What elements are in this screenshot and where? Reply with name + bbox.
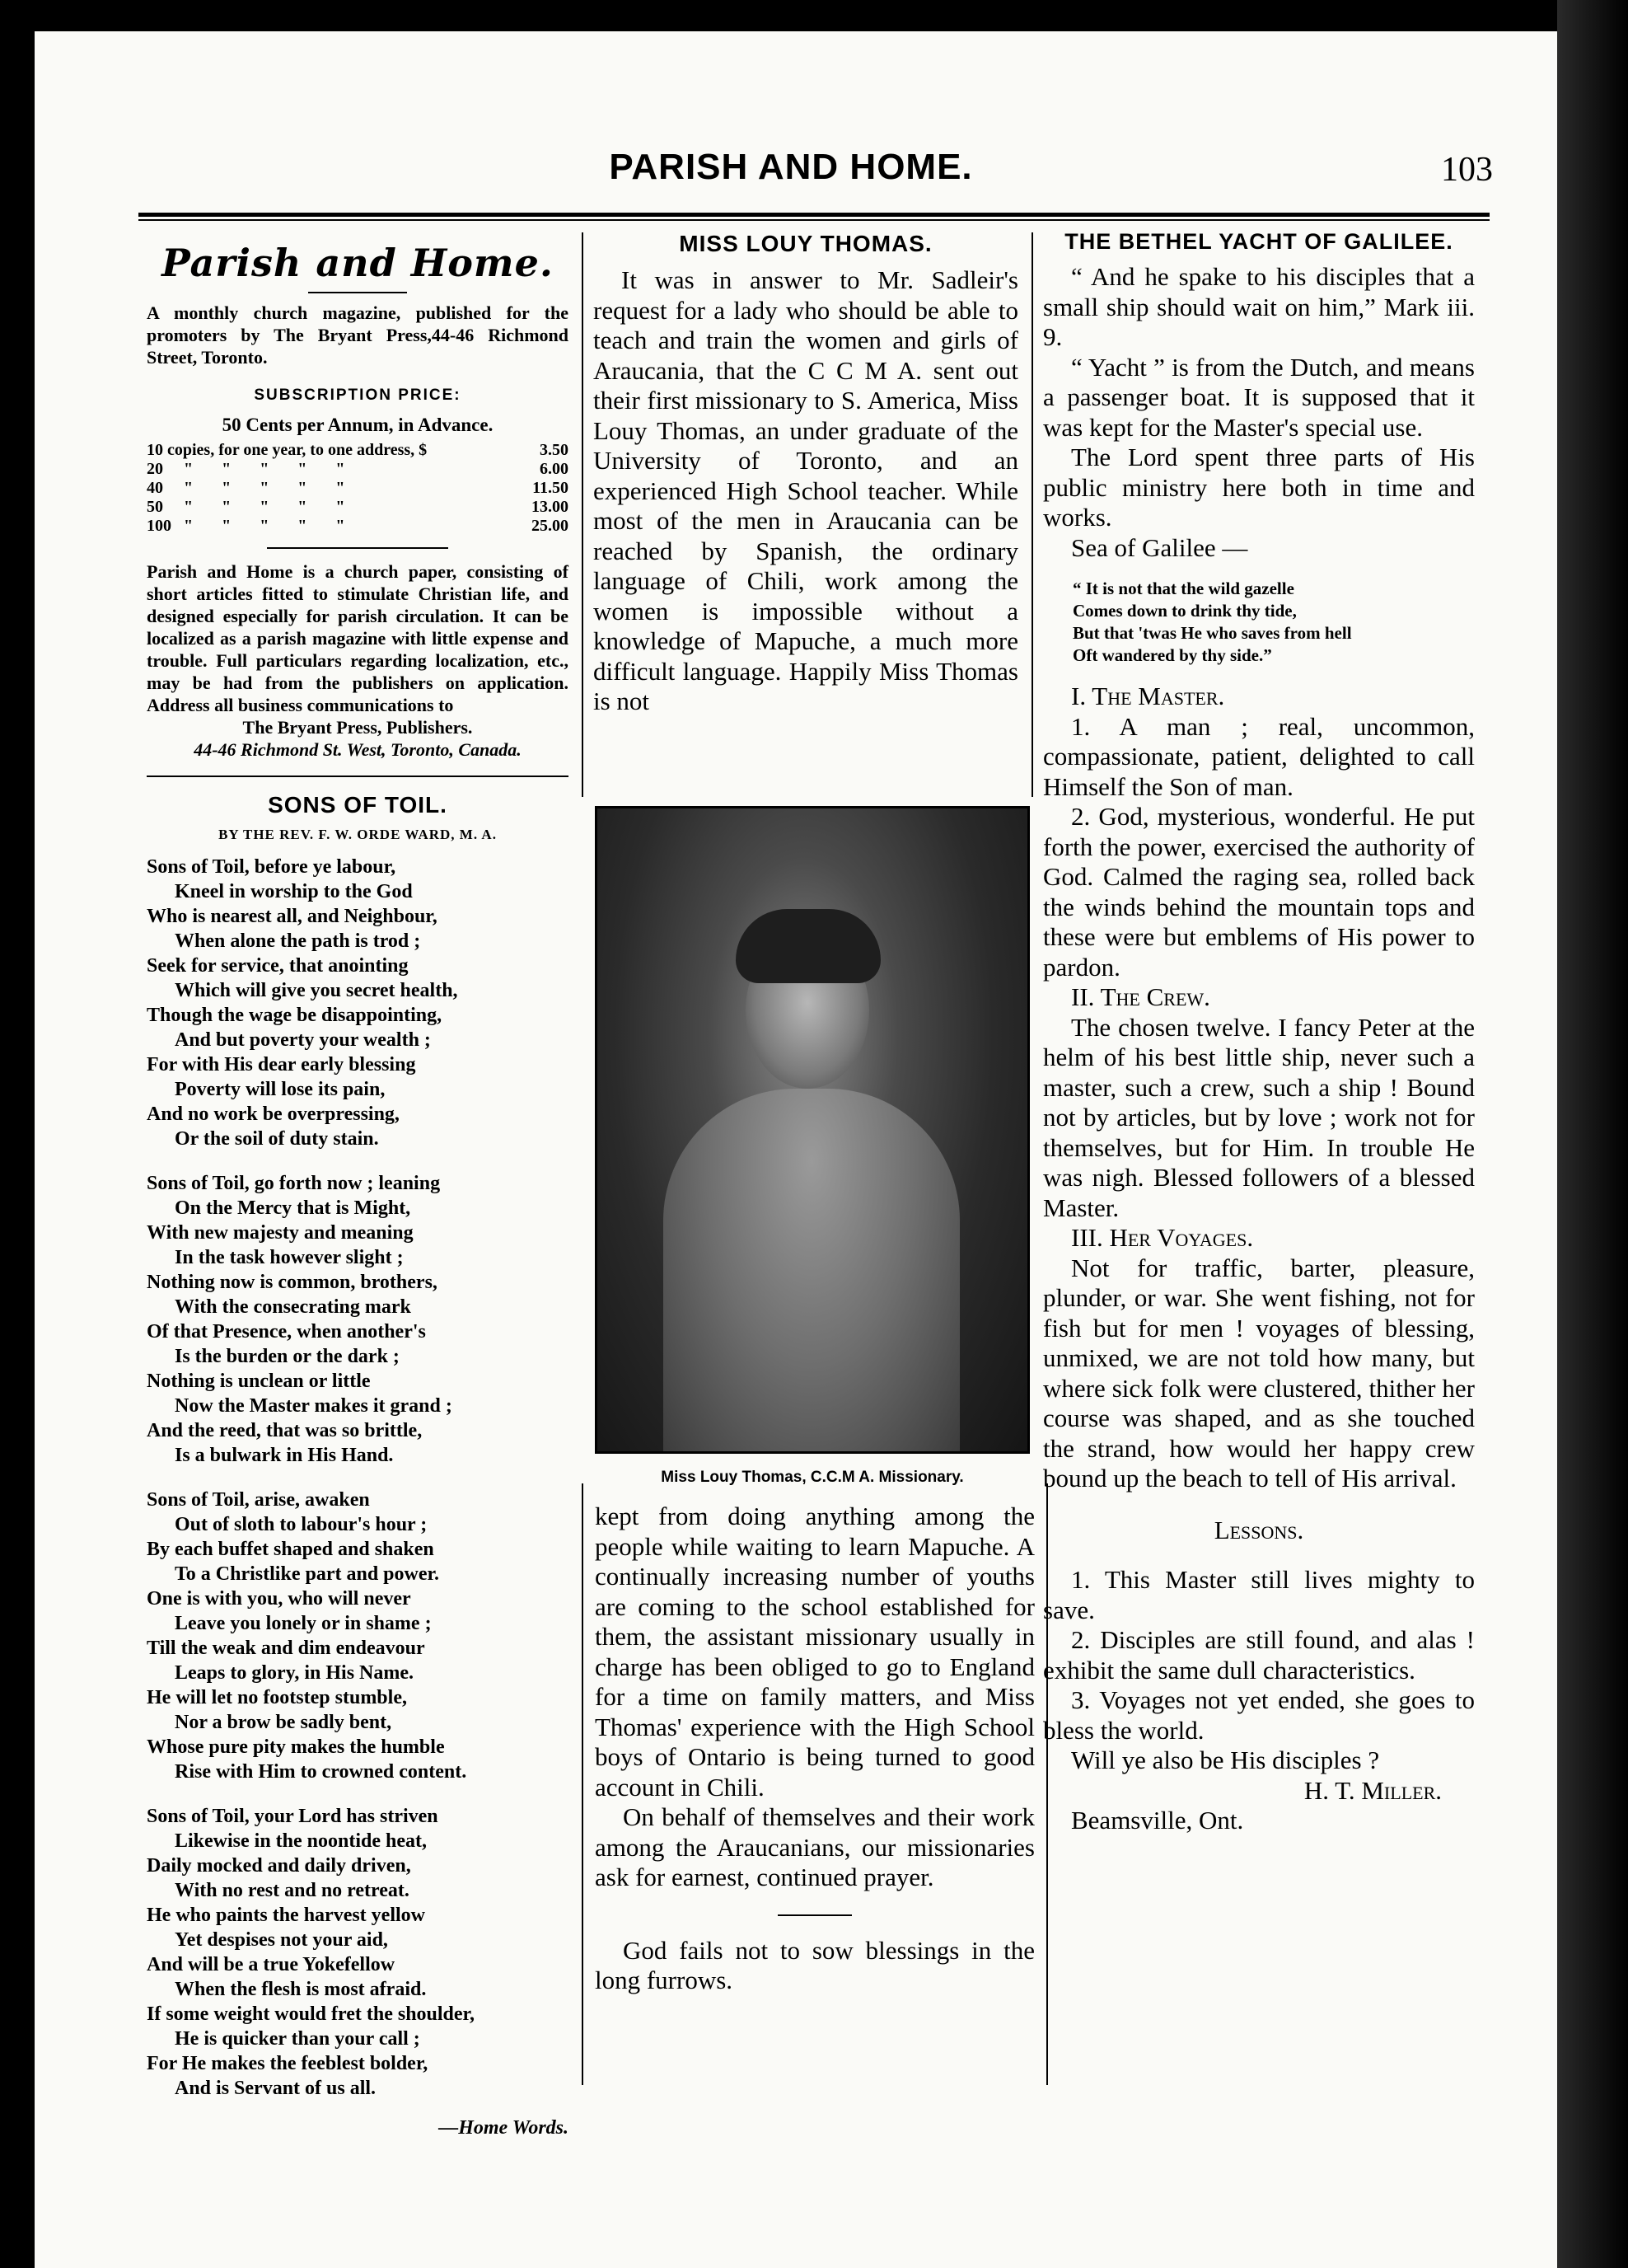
poem-line: When alone the path is trod ; [175, 930, 421, 952]
price-row [147, 479, 568, 498]
price-row [147, 460, 568, 479]
poem-line: Out of sloth to labour's hour ; [175, 1514, 428, 1535]
poem-line: To a Christlike part and power. [175, 1563, 439, 1585]
poem-line: Daily mocked and daily driven, [147, 1855, 411, 1877]
poem-body [147, 855, 568, 2101]
thomas-title: MISS LOUY THOMAS. [679, 231, 933, 256]
page-number: 103 [1441, 151, 1493, 189]
price-copies: 20 " " " " " [147, 460, 345, 478]
middle-column-upper [593, 231, 1018, 717]
poem-title: SONS OF TOIL. [268, 792, 447, 818]
photo-figure-body [663, 1089, 960, 1451]
price-amount: 13.00 [531, 498, 568, 516]
masthead-publisher [147, 716, 568, 761]
price-row [147, 498, 568, 517]
poem-line: Sons of Toil, before ye labour, [147, 856, 396, 878]
poem-line: Till the weak and dim endeavour [147, 1638, 425, 1659]
bethel-title: THE BETHEL YACHT OF GALILEE. [1064, 229, 1453, 254]
poem-line: With no rest and no retreat. [175, 1880, 409, 1901]
poem-line: Nothing now is common, brothers, [147, 1272, 437, 1293]
thomas-paragraph: On behalf of themselves and their work among the Araucanians, our missionaries ask for earnest, continued prayer. [595, 1802, 1035, 1891]
poem-line: By each buffet shaped and shaken [147, 1539, 434, 1560]
poem-line: Yet despises not your aid, [175, 1929, 388, 1951]
quote-line: Oft wandered by thy side.” [1073, 645, 1272, 665]
header-rule-thick [138, 213, 1490, 217]
thomas-body-lower [595, 1502, 1035, 1996]
bethel-paragraph: Will ye also be His disciples ? [1071, 1746, 1380, 1774]
thomas-body-upper [593, 265, 1018, 717]
poem-line: Sons of Toil, your Lord has striven [147, 1806, 438, 1827]
poem-line: In the task however slight ; [175, 1247, 404, 1268]
publisher-address: 44-46 Richmond St. West, Toronto, Canada. [194, 739, 522, 760]
poem-line: Of that Presence, when another's [147, 1321, 426, 1343]
bethel-paragraph: Sea of Galilee — [1071, 532, 1248, 562]
scan-edge-top [0, 0, 1628, 31]
section-divider [147, 776, 568, 777]
poem-line: Which will give you secret health, [175, 980, 458, 1001]
masthead-about: Parish and Home is a church paper, consisting of short articles fitted to stimulate Christian life, and designed especially for parish circulation. It can be localized as a parish magazine with little expense and trouble. Full particulars regarding localization, etc., may be had from the publishers on application. Address all business communications to [147, 561, 568, 715]
poem-byline: BY THE REV. F. W. ORDE WARD, M. A. [218, 827, 497, 842]
quote-line: Comes down to drink thy tide, [1073, 601, 1297, 621]
missionary-photo [595, 806, 1030, 1454]
poem-line: Sons of Toil, go forth now ; leaning [147, 1173, 441, 1194]
poem-line: And is Servant of us all. [175, 2078, 377, 2099]
bethel-place: Beamsville, Ont. [1071, 1806, 1244, 1835]
poem-line: Nothing is unclean or little [147, 1371, 371, 1392]
bethel-paragraph: 1. A man ; real, uncommon, compassionate, patient, delighted to call Himself the Son of man. [1043, 711, 1475, 801]
bethel-author: H. T. Miller. [1303, 1775, 1442, 1805]
poem-line: Though the wage be disappointing, [147, 1005, 442, 1026]
poem-line: And the reed, that was so brittle, [147, 1420, 423, 1441]
poem-line: Rise with Him to crowned content. [175, 1761, 467, 1783]
subscription-label: SUBSCRIPTION PRICE: [254, 387, 461, 404]
bethel-paragraph: 2. Disciples are still found, and alas ! exhibit the same dull characteristics. [1043, 1625, 1475, 1685]
bethel-paragraph: 2. God, mysterious, wonderful. He put forth the power, exercised the authority of God. Calmed the raging sea, rolled back the winds behind the mountain tops and these were but emblems of His power to pardon. [1043, 802, 1475, 982]
price-copies: 50 " " " " " [147, 498, 345, 516]
poem-source: —Home Words. [438, 2117, 568, 2139]
poem-line: And will be a true Yokefellow [147, 1954, 395, 1975]
left-column [147, 224, 568, 2139]
poem-line: Sons of Toil, arise, awaken [147, 1489, 370, 1511]
poem-line: One is with you, who will never [147, 1588, 411, 1610]
bethel-paragraph: 3. Voyages not yet ended, she goes to bless the world. [1043, 1685, 1475, 1745]
column-rule-right-upper [1032, 232, 1033, 797]
masthead-rule [308, 292, 407, 293]
poem-line: Likewise in the noontide heat, [175, 1830, 428, 1852]
bethel-paragraph: The chosen twelve. I fancy Peter at the helm of his best little ship, never such a master, such a crew, such a ship ! Bound not by articles, but by love ; work not for themselves, but for Him. In trouble He was nigh. Blessed followers of a blessed Master. [1043, 1012, 1475, 1222]
poem-line: Now the Master makes it grand ; [175, 1395, 452, 1417]
column-rule-left-upper [582, 232, 583, 797]
article-divider [778, 1914, 852, 1916]
poem-line: Is a bulwark in His Hand. [175, 1445, 394, 1466]
price-amount: 25.00 [531, 517, 568, 535]
header-rule-thin [138, 219, 1490, 221]
publisher-name: The Bryant Press, Publishers. [242, 717, 473, 738]
poem-line: If some weight would fret the shoulder, [147, 2003, 475, 2025]
poem-line: Is the burden or the dark ; [175, 1346, 400, 1367]
poem-line: Leave you lonely or in shame ; [175, 1613, 432, 1634]
bethel-paragraph: 1. This Master still lives mighty to save. [1043, 1565, 1475, 1624]
poem-line: Nor a brow be sadly bent, [175, 1712, 392, 1733]
poem-line: Kneel in worship to the God [175, 881, 413, 902]
bethel-paragraph: The Lord spent three parts of His public ministry here both in time and works. [1043, 443, 1475, 532]
poem-line: He is quicker than your call ; [175, 2028, 420, 2050]
photo-figure-hair [736, 909, 881, 983]
poem-line: Or the soil of duty stain. [175, 1128, 379, 1150]
lessons-heading: Lessons. [1214, 1515, 1304, 1544]
price-copies: 10 copies, for one year, to one address, $ [147, 441, 428, 459]
poem-line: And no work be overpressing, [147, 1104, 400, 1125]
scan-edge-left [0, 0, 35, 2268]
poem-line: Poverty will lose its pain, [175, 1079, 386, 1100]
middle-column-lower [595, 1502, 1035, 1996]
quote-line: “ It is not that the wild gazelle [1073, 579, 1294, 598]
price-row [147, 517, 568, 536]
price-copies: 40 " " " " " [147, 479, 345, 497]
poem-line: When the flesh is most afraid. [175, 1979, 427, 2000]
price-table [147, 441, 568, 536]
poem-line: He who paints the harvest yellow [147, 1905, 425, 1926]
poem-line: Seek for service, that anointing [147, 955, 409, 977]
bethel-heading: III. Her Voyages. [1071, 1223, 1254, 1252]
price-amount: 11.50 [532, 479, 568, 497]
price-line: 50 Cents per Annum, in Advance. [222, 415, 494, 435]
poem-stanza [147, 1804, 568, 2101]
quote-line: But that 'twas He who saves from hell [1073, 623, 1352, 643]
poem-line: For with His dear early blessing [147, 1054, 416, 1075]
poem-line: With the consecrating mark [175, 1296, 411, 1318]
bethel-paragraph: “ Yacht ” is from the Dutch, and means a passenger boat. It is supposed that it was kept for the Master's special use. [1043, 352, 1475, 442]
thomas-paragraph: It was in answer to Mr. Sadleir's request for a lady who should be able to teach and train the women and girls of Araucania, that the C C M A. sent out their first missionary to S. America, Miss Louy Thomas, an under graduate of the University of Toronto, and an experienced High School teacher. While most of the men in Araucania can be reached by Spanish, the ordinary language of Chili, work among the women is impossible without a knowledge of Mapuche, a much more difficult language. Happily Miss Thomas is not [593, 265, 1018, 715]
poem-stanza [147, 1171, 568, 1468]
running-title: PARISH AND HOME. [609, 147, 973, 187]
bethel-paragraph: Not for traffic, barter, pleasure, plunder, or war. She went fishing, not for fish but for men ! voyages of blessing, unmixed, we are not told how many, but where sick folk were clustered, thither her course was shaped, and as she touched the strand, how would her happy crew bound up the beach to tell of His arrival. [1043, 1253, 1475, 1492]
scan-edge-right [1557, 0, 1628, 2268]
poem-line: Leaps to glory, in His Name. [175, 1662, 414, 1684]
poem-stanza [147, 1488, 568, 1784]
thomas-paragraph: kept from doing anything among the people while waiting to learn Mapuche. A continually increasing number of youths are coming to the school established for them, the assistant missionary usually in charge has been obliged to go to England for a time on family matters, and Miss Thomas' experience with the High School boys of Ontario is being turned to good account in Chili. [595, 1502, 1035, 1802]
poem-stanza [147, 855, 568, 1151]
price-amount: 6.00 [540, 460, 568, 478]
poem-line: On the Mercy that is Might, [175, 1197, 411, 1219]
column-rule-left-lower [582, 1483, 583, 2085]
poem-line: With new majesty and meaning [147, 1222, 414, 1244]
bethel-heading: I. The Master. [1071, 682, 1225, 710]
poem-line: Whose pure pity makes the humble [147, 1736, 445, 1758]
price-row [147, 441, 568, 460]
price-amount: 3.50 [540, 441, 568, 459]
bethel-body [1043, 262, 1475, 563]
bethel-quote [1073, 578, 1475, 667]
masthead-description: A monthly church magazine, published for the promoters by The Bryant Press,44-46 Richmond Street, Toronto. [147, 302, 568, 368]
poem-line: For He makes the feeblest bolder, [147, 2053, 428, 2074]
poem-line: He will let no footstep stumble, [147, 1687, 407, 1708]
poem-line: And but poverty your wealth ; [175, 1029, 431, 1051]
bethel-paragraph: “ And he spake to his disciples that a small ship should wait on him,” Mark iii. 9. [1043, 262, 1475, 351]
bethel-heading: II. The Crew. [1071, 982, 1210, 1011]
masthead-divider [267, 547, 448, 549]
price-copies: 100 " " " " " [147, 517, 345, 535]
thomas-closing: God fails not to sow blessings in the long furrows. [595, 1935, 1035, 1994]
poem-line: Who is nearest all, and Neighbour, [147, 906, 437, 927]
masthead-title: Parish and Home. [161, 241, 554, 285]
right-column [1043, 229, 1475, 1836]
photo-caption: Miss Louy Thomas, C.C.M A. Missionary. [661, 1469, 964, 1486]
bethel-body-main [1043, 682, 1475, 1836]
